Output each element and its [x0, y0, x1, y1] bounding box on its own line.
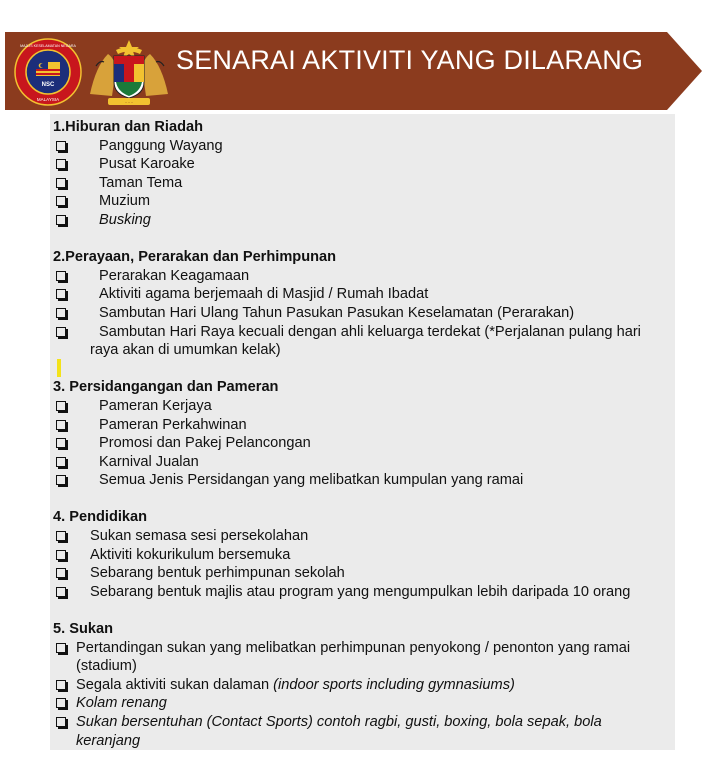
nsc-logo-mark: NSC	[41, 82, 55, 88]
checkbox-icon	[56, 457, 66, 467]
list-item: Sambutan Hari Raya kecuali dengan ahli keluarga terdekat (*Perjalanan pulang hari	[53, 323, 683, 342]
checkbox-icon	[56, 587, 66, 597]
checkbox-icon	[56, 550, 66, 560]
list-item: Promosi dan Pakej Pelancongan	[53, 434, 683, 453]
section-hiburan	[53, 118, 683, 230]
checkbox-icon	[56, 568, 66, 578]
checkbox-icon	[56, 401, 66, 411]
list-item: Aktiviti agama berjemaah di Masjid / Rumah Ibadat	[53, 285, 683, 304]
checkbox-icon	[56, 196, 66, 206]
checkbox-icon	[56, 271, 66, 281]
nsc-logo-sub: MALAYSIA	[36, 97, 60, 102]
checkbox-icon	[56, 438, 66, 448]
checkbox-icon	[56, 643, 66, 653]
checkbox-icon	[56, 215, 66, 225]
section-heading: 1.Hiburan dan Riadah	[53, 119, 204, 135]
list-item: Sambutan Hari Ulang Tahun Pasukan Pasukan Keselamatan (Perarakan)	[53, 304, 683, 323]
list-item: Taman Tema	[53, 174, 683, 193]
list-item: Kolam renang	[53, 694, 683, 713]
list-item: Pameran Perkahwinan	[53, 416, 683, 435]
section-persidangan	[53, 378, 683, 490]
checkbox-icon	[56, 531, 66, 541]
checkbox-icon	[56, 420, 66, 430]
nsc-logo	[14, 38, 82, 106]
page-title: SENARAI AKTIVITI YANG DILARANG	[176, 45, 644, 75]
svg-text:~ ~ ~: ~ ~ ~	[124, 100, 134, 105]
checkbox-icon	[56, 327, 66, 337]
list-item: Panggung Wayang	[53, 137, 683, 156]
list-item: Busking	[53, 211, 683, 230]
section-heading: 5. Sukan	[53, 621, 114, 638]
list-item: Sukan semasa sesi persekolahan	[53, 527, 683, 546]
checkbox-icon	[56, 680, 66, 690]
checkbox-icon	[56, 698, 66, 708]
checkbox-icon	[56, 289, 66, 299]
section-heading: 3. Persidangangan dan Pameran	[53, 379, 279, 396]
list-item: Muzium	[53, 192, 683, 211]
list-item-continuation: raya akan di umumkan kelak)	[90, 342, 281, 359]
list-item: Semua Jenis Persidangan yang melibatkan kumpulan yang ramai	[53, 471, 683, 490]
coat-of-arms-logo	[86, 36, 172, 108]
checkbox-icon	[56, 475, 66, 485]
section-sukan	[53, 620, 683, 750]
list-item: Pertandingan sukan yang melibatkan perhimpunan penyokong / penonton yang ramai	[53, 639, 683, 658]
list-item: Sebarang bentuk perhimpunan sekolah	[53, 564, 683, 583]
checkbox-icon	[56, 141, 66, 151]
list-item: Sebarang bentuk majlis atau program yang mengumpulkan lebih daripada 10 orang	[53, 583, 683, 602]
list-item: Karnival Jualan	[53, 453, 683, 472]
list-item-continuation: (stadium)	[76, 658, 137, 675]
nsc-logo-text: MAJLIS KESELAMATAN NEGARA	[20, 44, 76, 48]
section-perayaan	[53, 248, 683, 360]
checkbox-icon	[56, 717, 66, 727]
list-item: Pameran Kerjaya	[53, 397, 683, 416]
list-item: Aktiviti kokurikulum bersemuka	[53, 546, 683, 565]
section-pendidikan	[53, 508, 683, 601]
checkbox-icon	[56, 159, 66, 169]
prohibited-activities-list	[53, 118, 683, 750]
section-heading: 2.Perayaan, Perarakan dan Perhimpunan	[53, 249, 337, 266]
checkbox-icon	[56, 178, 66, 188]
section-heading: 4. Pendidikan	[53, 509, 148, 526]
list-item: Sukan bersentuhan (Contact Sports) contoh ragbi, gusti, boxing, bola sepak, bola	[53, 713, 683, 732]
list-item: Perarakan Keagamaan	[53, 267, 683, 286]
list-item: Segala aktiviti sukan dalaman (indoor sports including gymnasiums)	[53, 676, 683, 695]
list-item-continuation: keranjang	[76, 732, 141, 749]
checkbox-icon	[56, 308, 66, 318]
list-item: Pusat Karoake	[53, 155, 683, 174]
